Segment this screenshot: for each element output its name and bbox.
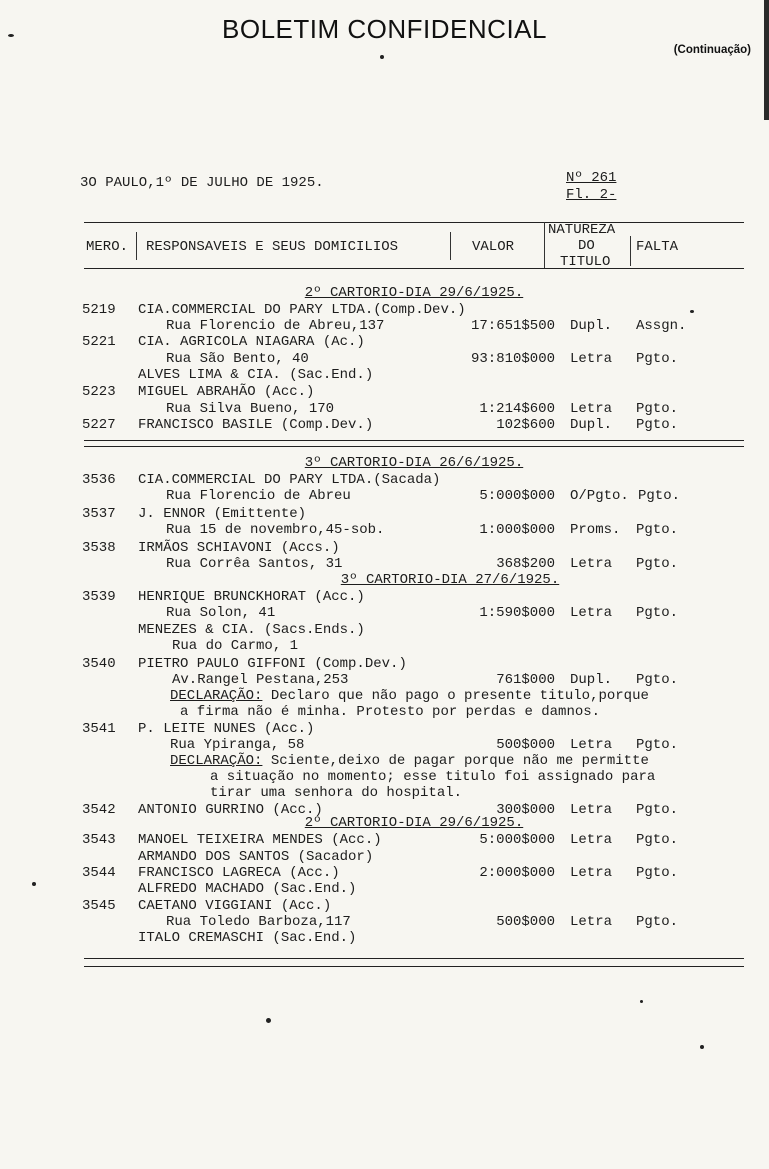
entry-fault: Pgto.: [636, 737, 679, 753]
declaration-text: a firma não é minha. Protesto por perdas e damnos.: [180, 704, 601, 720]
document-title: BOLETIM CONFIDENCIAL: [222, 14, 547, 44]
entry-value: 500$000: [496, 914, 555, 930]
place-date: 3O PAULO,1º DE JULHO DE 1925.: [80, 175, 324, 191]
entry-name: P. LEITE NUNES (Acc.): [138, 721, 315, 737]
declaration-text: a situação no momento; esse titulo foi assignado para: [210, 769, 656, 785]
section-heading: 2º CARTORIO-DIA 29/6/1925.: [304, 815, 524, 831]
entry-fault: Pgto.: [636, 522, 679, 538]
entry-nature: Letra: [570, 865, 613, 881]
entry-number: 3539: [82, 589, 116, 605]
declaration-text: tirar uma senhora do hospital.: [210, 785, 463, 801]
col-responsaveis: RESPONSAVEIS E SEUS DOMICILIOS: [146, 239, 399, 255]
declaration-text: Sciente,deixo de pagar porque não me permitte: [262, 753, 649, 769]
scan-speck: [690, 310, 694, 313]
entry-value: 761$000: [496, 672, 555, 688]
bulletin-number: Nº 261: [566, 170, 617, 186]
entry-nature: Letra: [570, 351, 613, 367]
entry-extra: ALFREDO MACHADO (Sac.End.): [138, 881, 357, 897]
entry-name: PIETRO PAULO GIFFONI (Comp.Dev.): [138, 656, 407, 672]
entry-address: Av.Rangel Pestana,253: [172, 672, 349, 688]
scan-speck: [380, 55, 384, 59]
entry-number: 3536: [82, 472, 116, 488]
entry-name: FRANCISCO LAGRECA (Acc.): [138, 865, 340, 881]
entry-number: 3541: [82, 721, 116, 737]
col-numero: MERO.: [86, 239, 129, 255]
entry-number: 5219: [82, 302, 116, 318]
declaration-label: DECLARAÇÃO:: [170, 688, 263, 704]
entry-nature: Dupl.: [570, 318, 613, 334]
entry-nature: Letra: [570, 605, 613, 621]
entry-address: Rua Florencio de Abreu: [166, 488, 351, 504]
column-divider: [136, 232, 137, 260]
entry-name: IRMÃOS SCHIAVONI (Accs.): [138, 540, 340, 556]
entry-nature: Dupl.: [570, 672, 613, 688]
entry-number: 5227: [82, 417, 116, 433]
column-divider: [630, 236, 631, 266]
entry-nature: O/Pgto.: [570, 488, 629, 504]
col-falta: FALTA: [636, 239, 679, 255]
entry-address: Rua Ypiranga, 58: [170, 737, 305, 753]
entry-extra: ARMANDO DOS SANTOS (Sacador): [138, 849, 374, 865]
declaration-line: [170, 753, 649, 770]
entry-fault: Pgto.: [636, 401, 679, 417]
declaration-label: DECLARAÇÃO:: [170, 753, 263, 769]
entry-number: 3544: [82, 865, 116, 881]
scan-speck: [8, 34, 14, 37]
declaration-text: Declaro que não pago o presente titulo,porque: [262, 688, 649, 704]
entry-fault: Pgto.: [636, 605, 679, 621]
col-valor: VALOR: [472, 239, 515, 255]
entry-name: CIA.COMMERCIAL DO PARY LTDA.(Comp.Dev.): [138, 302, 466, 318]
header-bottom-rule: [84, 268, 744, 269]
scan-speck: [32, 882, 36, 886]
entry-nature: Letra: [570, 401, 613, 417]
entry-fault: Pgto.: [636, 832, 679, 848]
entry-extra: ITALO CREMASCHI (Sac.End.): [138, 930, 357, 946]
column-divider: [544, 222, 545, 268]
scan-speck: [266, 1018, 271, 1023]
entry-extra: ALVES LIMA & CIA. (Sac.End.): [138, 367, 374, 383]
entry-number: 5223: [82, 384, 116, 400]
column-divider: [450, 232, 451, 260]
entry-number: 3542: [82, 802, 116, 818]
entry-value: 5:000$000: [479, 832, 555, 848]
header-top-rule: [84, 222, 744, 223]
entry-value: 1:590$000: [479, 605, 555, 621]
entry-nature: Proms.: [570, 522, 621, 538]
entry-nature: Letra: [570, 556, 613, 572]
entry-address: Rua Silva Bueno, 170: [166, 401, 335, 417]
entry-fault: Pgto.: [638, 488, 681, 504]
section-divider: [84, 446, 744, 447]
entry-name: CAETANO VIGGIANI (Acc.): [138, 898, 332, 914]
scan-edge-shadow: [764, 0, 769, 120]
entry-name: FRANCISCO BASILE (Comp.Dev.): [138, 417, 374, 433]
continuation-note: (Continuação): [673, 44, 751, 56]
footer-rule: [84, 966, 744, 967]
entry-value: 93:810$000: [470, 351, 555, 367]
entry-fault: Pgto.: [636, 865, 679, 881]
entry-extra: MENEZES & CIA. (Sacs.Ends.): [138, 622, 365, 638]
entry-name: CIA. AGRICOLA NIAGARA (Ac.): [138, 334, 365, 350]
entry-fault: Pgto.: [636, 802, 679, 818]
section-divider: [84, 440, 744, 441]
entry-fault: Assgn.: [636, 318, 687, 334]
entry-address: Rua Florencio de Abreu,137: [166, 318, 385, 334]
entry-value: 5:000$000: [479, 488, 555, 504]
entry-value: 500$000: [496, 737, 555, 753]
entry-extra-address: Rua do Carmo, 1: [172, 638, 299, 654]
entry-value: 368$200: [496, 556, 555, 572]
scan-speck: [700, 1045, 704, 1049]
entry-fault: Pgto.: [636, 556, 679, 572]
entry-name: CIA.COMMERCIAL DO PARY LTDA.(Sacada): [138, 472, 441, 488]
entry-address: Rua Solon, 41: [166, 605, 276, 621]
entry-nature: Letra: [570, 914, 613, 930]
entry-number: 5221: [82, 334, 116, 350]
entry-fault: Pgto.: [636, 914, 679, 930]
entry-name: MIGUEL ABRAHÃO (Acc.): [138, 384, 315, 400]
entry-name: ANTONIO GURRINO (Acc.): [138, 802, 323, 818]
entry-fault: Pgto.: [636, 672, 679, 688]
entry-number: 3540: [82, 656, 116, 672]
entry-nature: Letra: [570, 832, 613, 848]
entry-nature: Dupl.: [570, 417, 613, 433]
entry-address: Rua 15 de novembro,45-sob.: [166, 522, 385, 538]
entry-value: 2:000$000: [479, 865, 555, 881]
entry-value: 1:214$600: [479, 401, 555, 417]
entry-name: J. ENNOR (Emittente): [138, 506, 307, 522]
entry-value: 300$000: [496, 802, 555, 818]
entry-number: 3545: [82, 898, 116, 914]
entry-value: 102$600: [496, 417, 555, 433]
sheet-number: Fl. 2-: [566, 187, 617, 203]
section-heading: 3º CARTORIO-DIA 26/6/1925.: [304, 455, 524, 471]
declaration-line: [170, 688, 649, 705]
entry-number: 3543: [82, 832, 116, 848]
entry-name: MANOEL TEIXEIRA MENDES (Acc.): [138, 832, 382, 848]
entry-value: 17:651$500: [470, 318, 555, 334]
section-heading: 2º CARTORIO-DIA 29/6/1925.: [304, 285, 524, 301]
entry-address: Rua Corrêa Santos, 31: [166, 556, 343, 572]
section-heading: 3º CARTORIO-DIA 27/6/1925.: [340, 572, 560, 588]
entry-fault: Pgto.: [636, 351, 679, 367]
entry-nature: Letra: [570, 802, 613, 818]
entry-value: 1:000$000: [479, 522, 555, 538]
entry-name: HENRIQUE BRUNCKHORAT (Acc.): [138, 589, 365, 605]
scan-speck: [640, 1000, 643, 1003]
col-natureza-titulo: TITULO: [560, 254, 611, 270]
entry-number: 3538: [82, 540, 116, 556]
footer-rule: [84, 958, 744, 959]
entry-fault: Pgto.: [636, 417, 679, 433]
col-natureza: NATUREZA: [548, 222, 616, 238]
entry-nature: Letra: [570, 737, 613, 753]
entry-address: Rua São Bento, 40: [166, 351, 309, 367]
entry-number: 3537: [82, 506, 116, 522]
entry-address: Rua Toledo Barboza,117: [166, 914, 351, 930]
col-natureza-do: DO: [578, 238, 595, 254]
